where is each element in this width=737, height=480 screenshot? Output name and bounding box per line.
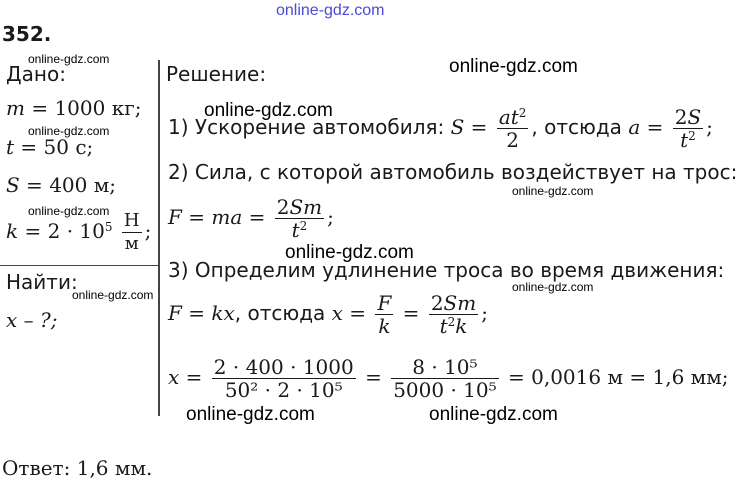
watermark: online-gdz.com <box>285 242 414 263</box>
find-expr: x – ?; <box>6 308 58 332</box>
step3-text: 3) Определим удлинение троса во время движения: <box>168 258 725 282</box>
watermark-small: online-gdz.com <box>72 288 154 302</box>
divider-vertical <box>158 60 160 416</box>
given-s: S = 400 м; <box>6 173 117 197</box>
watermark-small: online-gdz.com <box>512 184 594 198</box>
given-title: Дано: <box>6 62 66 86</box>
watermark: online-gdz.com <box>204 100 333 121</box>
watermark: online-gdz.com <box>449 56 578 77</box>
calc-line: x = $\frac{2 \cdot 400 \cdot 1000}{\text{50² · 2 · 10⁵}}$ = $\frac{\text{8 · 10⁵}}{\text{5000 · 10⁵}}$ = 0,0016 м = 1,6 мм; <box>168 355 729 402</box>
step1: 1) Ускорение автомобиля: S = $\frac{at^2}{2}$ , отсюда a = $\frac{2S}{t^2}$ ; <box>168 105 713 152</box>
given-k: $k = 2 \cdot 10^5$ $\frac{Н}{м}$ ; <box>6 210 152 254</box>
watermark-small: online-gdz.com <box>28 52 110 66</box>
step2-formula: F = ma = $\frac{2Sm}{t^2}$ ; <box>168 195 334 242</box>
find-title: Найти: <box>6 270 78 294</box>
watermark: online-gdz.com <box>186 404 315 425</box>
solution-title: Решение: <box>166 62 267 86</box>
watermark-top: online-gdz.com <box>276 2 385 19</box>
divider-horizontal <box>0 265 158 266</box>
watermark: online-gdz.com <box>429 404 558 425</box>
watermark-small: online-gdz.com <box>512 280 594 294</box>
watermark-small: online-gdz.com <box>28 124 110 138</box>
given-t: t = 50 с; <box>6 135 94 159</box>
watermark-small: online-gdz.com <box>28 204 110 218</box>
problem-number: 352. <box>2 22 52 46</box>
watermark-small: online-gdz.com <box>600 460 682 474</box>
given-m: m = 1000 кг; <box>6 96 142 120</box>
answer: Ответ: 1,6 мм. <box>2 456 153 480</box>
step2-text: 2) Сила, с которой автомобиль воздействует на трос: <box>168 160 737 184</box>
step3-formula: F = kx, отсюда x = $\frac{F}{k}$ = $\frac{2Sm}{t^2k}$ ; <box>168 291 488 338</box>
